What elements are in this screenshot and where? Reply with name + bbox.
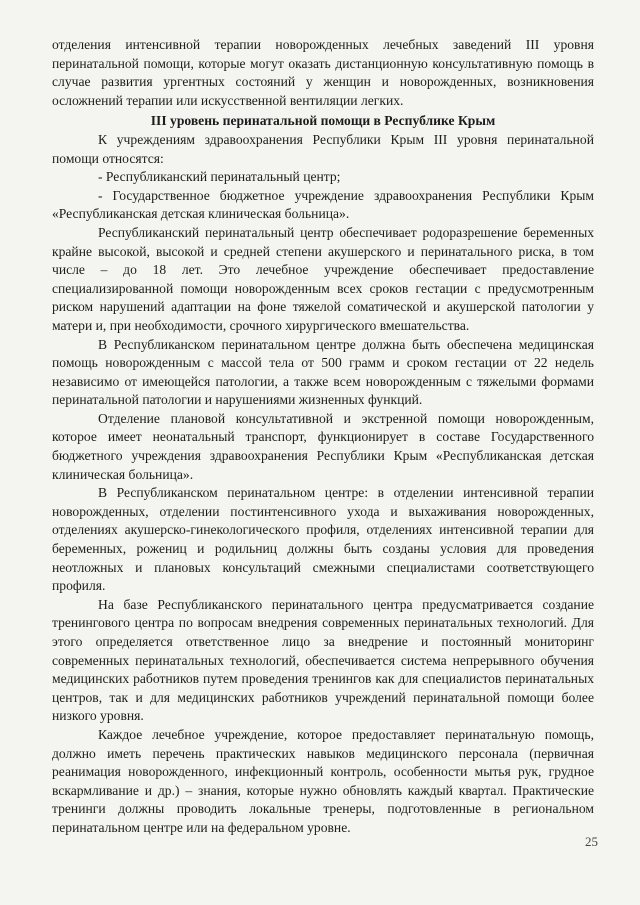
section-heading: III уровень перинатальной помощи в Республике Крым — [150, 113, 496, 129]
paragraph-consultative-department: Отделение плановой консультативной и экстренной помощи новорожденным, которое имеет неонатальный транспорт, функционирует в составе Государственного бюджетного учреждения здравоохранения Республики Крым «Республиканская детская клиническая больница». — [52, 410, 594, 482]
list-item-perinatal-center: - Республиканский перинатальный центр; — [98, 169, 341, 185]
paragraph-training-center: На базе Республиканского перинатального центра предусматривается создание тренингового центра по вопросам внедрения современных перинатальных технологий. Для этого определяется ответственное лицо за внедрение и постоянный мониторинг современных перинатальных технологий, обеспечивается система непрерывного обучения медицинских работников путем проведения тренингов как для специалистов перинатальных центров, так и для медицинских работников учреждений перинатальной помощи более низкого уровня. — [52, 596, 594, 724]
page-number: 25 — [585, 834, 598, 849]
paragraph-perinatal-center: Республиканский перинатальный центр обеспечивает родоразрешение беременных крайне высокой, высокой и средней степени акушерского и перинатального риска, в том числе – до 18 лет. Это лечебное учреждение обеспечивает предоставление специализированной помощи новорожденным всех сроков гестации с предусмотренным риском нарушений адаптации на фоне тяжелой соматической и акушерской патологии у матери и, при необходимости, срочного хирургического вмешательства. — [52, 224, 594, 333]
paragraph-newborn-care: В Республиканском перинатальном центре должна быть обеспечена медицинская помощь новорожденным с массой тела от 500 грамм и сроком гестации от 22 недель независимо от имеющейся патологии, а также всем новорожденным с тяжелыми формами перинатальной патологии и нарушениями жизненных функций. — [52, 336, 594, 408]
document-body — [52, 36, 594, 838]
paragraph-institutions: К учреждениям здравоохранения Республики Крым III уровня перинатальной помощи относятся: — [52, 131, 594, 166]
list-item-childrens-hospital: - Государственное бюджетное учреждение здравоохранения Республики Крым «Республиканская детская клиническая больница». — [52, 187, 594, 222]
intro-paragraph: отделения интенсивной терапии новорожденных лечебных заведений III уровня перинатальной помощи, которые могут оказать дистанционную консультативную помощь в случае развития ургентных состояний у женщин и новорожденных, возникновения осложнений терапии или искусственной вентиляции легких. — [52, 37, 594, 108]
paragraph-consultations: В Республиканском перинатальном центре: в отделении интенсивной терапии новорожденных, отделении постинтенсивного ухода и выхаживания новорожденных, отделениях акушерско-гинекологического профиля, отделениях интенсивной терапии для беременных, рожениц и родильниц должны быть созданы условия для проведения неотложных и плановых консультаций смежными специалистами соответствующего профиля. — [52, 485, 594, 594]
paragraph-practical-skills: Каждое лечебное учреждение, которое предоставляет перинатальную помощь, должно иметь перечень практических навыков медицинского персонала (первичная реанимация новорожденного, инфекционный контроль, особенности мытья рук, грудное вскармливание и др.) – знания, которые нужно обновлять каждый квартал. Практические тренинги должны проводить локальные тренеры, подготовленные в региональном перинатальном центре или на федеральном уровне. — [52, 726, 594, 835]
